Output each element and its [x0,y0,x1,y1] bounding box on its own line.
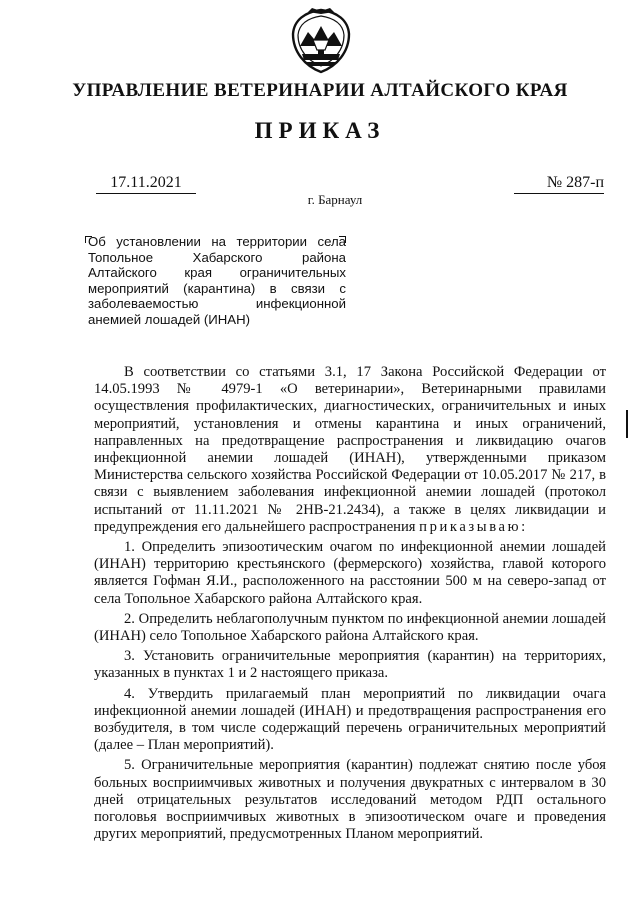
order-item-3: 3. Установить ограничительные мероприятия (карантин) на территориях, указанных в пунктах 1 и 2 настоящего приказа. [94,648,606,682]
order-body [94,364,606,843]
order-number: № 287-п [514,174,604,194]
order-date: 17.11.2021 [96,174,196,194]
order-word: приказываю: [419,518,528,535]
document-type: ПРИКАЗ [254,118,386,143]
coat-of-arms-icon [290,8,352,74]
organization-name: УПРАВЛЕНИЕ ВЕТЕРИНАРИИ АЛТАЙСКОГО КРАЯ [72,80,568,101]
order-subject: Об установлении на территории села Топольное Хабарского района Алтайского края ограничительных мероприятий (карантина) в связи с заболеваемостью инфекционной анемией лошадей (ИНАН) [88,234,346,327]
order-item-1: 1. Определить эпизоотическим очагом по инфекционной анемии лошадей (ИНАН) территорию крестьянского (фермерского) хозяйства, главой которого является Гофман Я.И., расположенного на расстоянии 500 м на северо-запад от села Топольное Хабарского района Алтайского края. [94,539,606,607]
margin-mark [626,410,628,438]
preamble-text: В соответствии со статьями 3.1, 17 Закона Российской Федерации от 14.05.1993 № 4979-1 «О ветеринарии», Ветеринарными правилами осуществления профилактических, диагностических, ограничительных и иных мероприятий, установления и отмены карантина и иных ограничений, направленных на предотвращение распространения и ликвидацию очагов инфекционной анемии лошадей (ИНАН), утвержденными приказом Министерства сельского хозяйства Российской Федерации от 10.05.2017 № 217, в связи с выявлением заболевания инфекционной анемии лошадей (протокол испытаний от 11.11.2021 № 2НВ-21.2434), а также в целях ликвидации и предупреждения его дальнейшего распространения [94,364,606,535]
preamble-paragraph [94,364,606,536]
order-item-2: 2. Определить неблагополучным пунктом по инфекционной анемии лошадей (ИНАН) село Топольное Хабарского района Алтайского края. [94,610,606,645]
order-item-4: 4. Утвердить прилагаемый план мероприятий по ликвидации очага инфекционной анемии лошадей (ИНАН) и предотвращения распространения его возбудителя, в том числе содержащий перечень ограничительных мероприятий (далее – План мероприятий). [94,685,606,754]
order-city: г. Барнаул [307,192,363,207]
order-item-5: 5. Ограничительные мероприятия (карантин) подлежат снятию после убоя больных восприимчивых животных и получения двукратных с интервалом в 30 дней отрицательных результатов исследований методом РДП остального поголовья восприимчивых животных в эпизоотическом очаге и проведения других мероприятий, предусмотренных Планом мероприятий. [94,757,606,843]
